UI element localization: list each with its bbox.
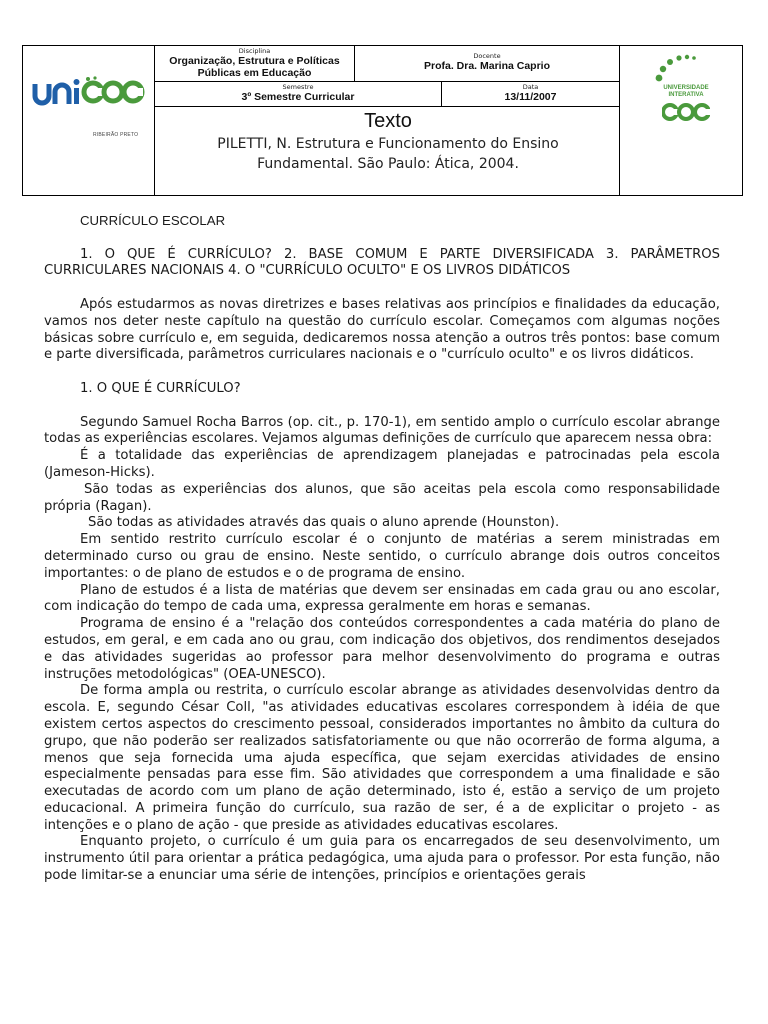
coc-wordmark-icon: [662, 101, 710, 123]
disciplina-label: Disciplina: [238, 47, 271, 55]
data-value: 13/11/2007: [504, 91, 557, 103]
logo-line-1: UNIVERSIDADE: [663, 85, 709, 91]
dots-arc-icon: [637, 54, 735, 84]
document-body: [44, 213, 720, 885]
disciplina-cell: [155, 47, 354, 81]
logo-line-2: INTERATIVA: [668, 92, 704, 98]
section-title: CURRÍCULO ESCOLAR: [80, 213, 226, 228]
paragraph: É a totalidade das experiências de aprendizagem planejadas e patrocinadas pela escola (Jameson-Hicks).: [44, 448, 720, 480]
semestre-value: 3º Semestre Curricular: [241, 91, 355, 103]
disciplina-value: Organização, Estrutura e Políticas Públicas em Educação: [169, 55, 340, 79]
logo-subtitle: RIBEIRÃO PRETO: [93, 132, 139, 138]
docente-cell: [355, 52, 619, 81]
universidade-interativa-coc-logo: [637, 54, 735, 138]
paragraph: Segundo Samuel Rocha Barros (op. cit., p. 170-1), em sentido amplo o currículo escolar abrange todas as experiências escolares. Vejamos algumas definições de currículo que aparecem nessa obra:: [44, 414, 720, 447]
paragraph: Em sentido restrito currículo escolar é o conjunto de matérias a serem ministradas em determinado curso ou grau de ensino. Neste sentido, o currículo abrange dois outros conceitos importantes: o de plano de estudos e o de programa de ensino.: [44, 532, 720, 581]
docente-label: Docente: [473, 52, 501, 60]
semestre-cell: [155, 83, 441, 106]
data-cell: [442, 83, 619, 106]
text-title: Texto: [364, 110, 412, 132]
subheading: 1. O QUE É CURRÍCULO?: [80, 380, 241, 396]
paragraph: Enquanto projeto, o currículo é um guia para os encarregados de seu desenvolvimento, um instrumento útil para orientar a prática pedagógica, uma ajuda para o professor. Por esta função, não pode limitar-se a enunciar uma série de intenções, princípios e orientações gerais: [44, 834, 720, 884]
unicoc-logo: [31, 76, 153, 138]
header-table: [22, 45, 743, 196]
topics-list: 1. O QUE É CURRÍCULO? 2. BASE COMUM E PARTE DIVERSIFICADA 3. PARÂMETROS CURRICULARES NACIONAIS 4. O "CURRÍCULO OCULTO" E OS LIVROS DIDÁTICOS: [44, 246, 720, 279]
paragraph: Programa de ensino é a "relação dos conteúdos correspondentes a cada matéria do plano de estudos, em geral, e em cada ano ou grau, com indicação dos objetivos, dos rendimentos desejados e das atividades sugeridas ao professor para melhor desenvolvimento do programa e outras instruções metodológicas" (OEA-UNESCO).: [44, 616, 720, 682]
paragraph: De forma ampla ou restrita, o currículo escolar abrange as atividades desenvolvidas dentro da escola. E, segundo César Coll, "as atividades educativas escolares correspondem à idéia de que existem certos aspectos do crescimento pessoal, considerados importantes no âmbito da cultura do grupo, que não poderão ser realizados satisfatoriamente ou que não ocorrerão de forma alguma, a menos que seja fornecida uma ajuda específica, que sejam exercidas atividades de ensino especialmente pensadas para esse fim. São atividades que correspondem a uma finalidade e são executadas de acordo com um plano de ação determinado, isto é, estão a serviço de um projeto educacional. A primeira função do currículo, sua razão de ser, é a de explicitar o projeto - as intenções e o plano de ação - que preside as atividades educativas escolares.: [44, 683, 720, 833]
docente-value: Profa. Dra. Marina Caprio: [423, 60, 551, 72]
data-label: Data: [522, 83, 539, 91]
paragraph: Plano de estudos é a lista de matérias que devem ser ensinadas em cada grau ou ano escolar, com indicação do tempo de cada uma, expressa geralmente em horas e semanas.: [44, 582, 720, 615]
paragraph: São todas as experiências dos alunos, que são aceitas pela escola como responsabilidade própria (Ragan).: [44, 481, 720, 514]
unicoc-logo-mark: [31, 76, 153, 116]
semestre-label: Semestre: [282, 83, 314, 91]
divider: [154, 81, 619, 82]
divider: [154, 106, 619, 107]
intro-paragraph: Após estudarmos as novas diretrizes e bases relativas aos princípios e finalidades da educação, vamos nos deter neste capítulo na questão do currículo escolar. Começamos com algumas noções básicas sobre currículo e, em seguida, dedicaremos nossa atenção a outros três pontos: base comum e parte diversificada, parâmetros curriculares nacionais e o "currículo oculto" e os livros didáticos.: [44, 296, 720, 363]
bibliographic-reference: PILETTI, N. Estrutura e Funcionamento do Ensino Fundamental. São Paulo: Ática, 2004.: [217, 136, 559, 172]
paragraph: São todas as atividades através das quais o aluno aprende (Hounston).: [88, 515, 560, 531]
